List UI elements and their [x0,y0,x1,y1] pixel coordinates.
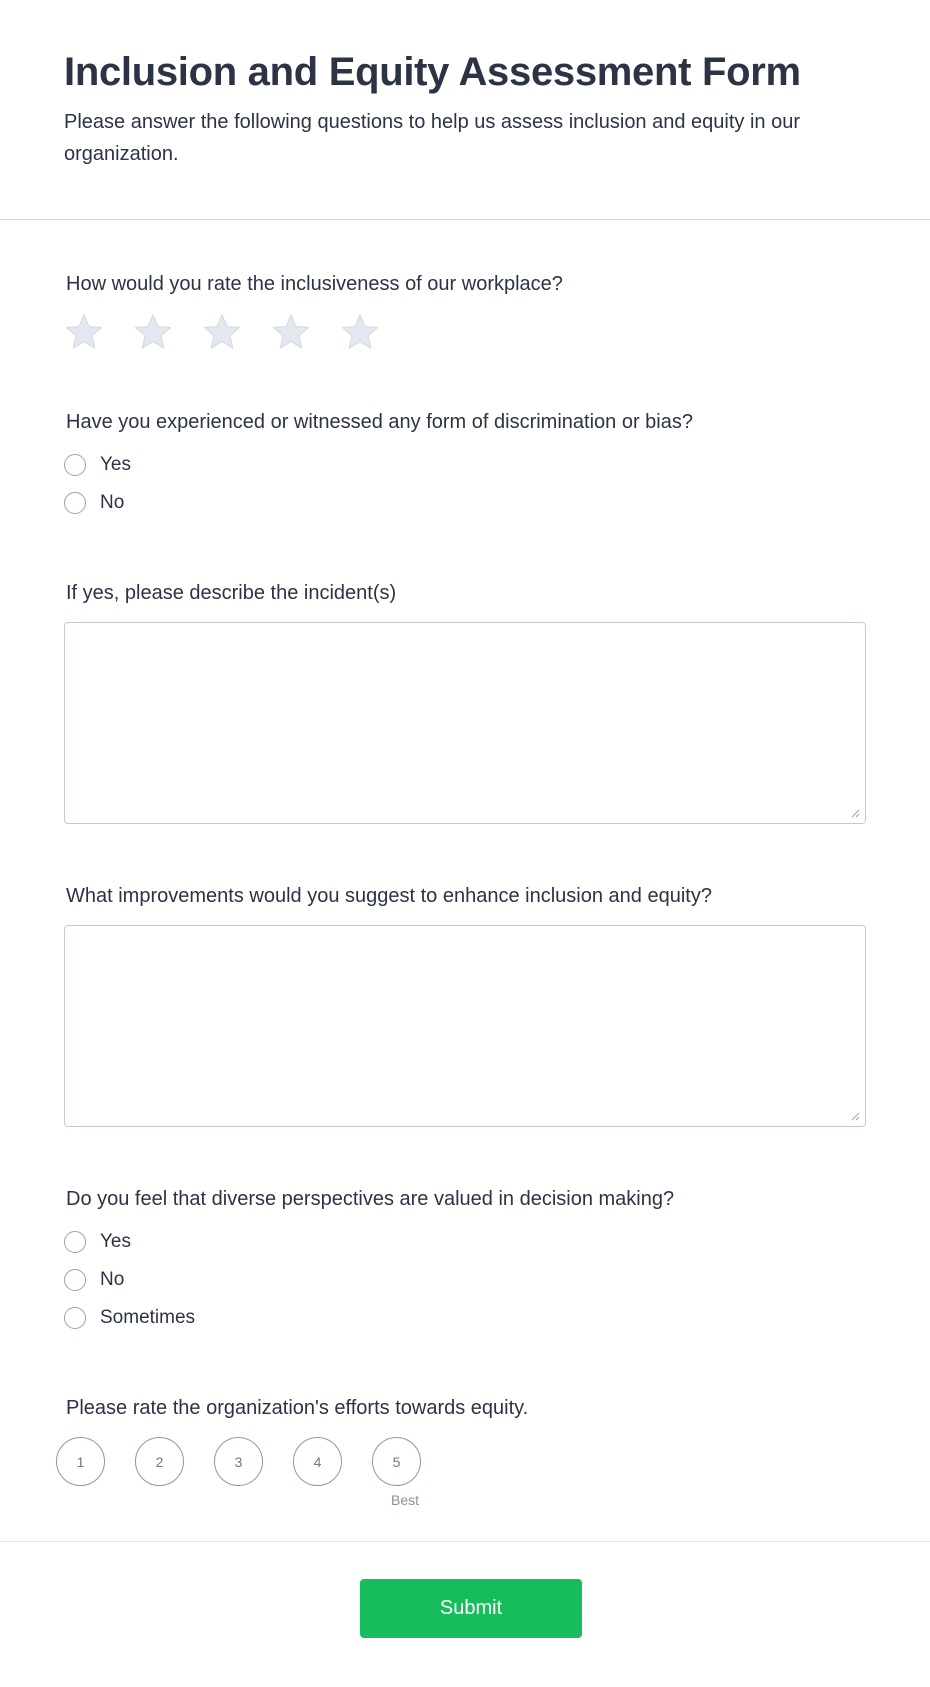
radio-option-no[interactable] [64,492,124,514]
incident-textarea[interactable] [64,622,866,824]
radio-button[interactable] [64,1231,86,1253]
radio-option-sometimes[interactable] [64,1307,195,1329]
question-label-perspectives: Do you feel that diverse perspectives are valued in decision making? [66,1188,675,1210]
scale-option-5[interactable]: 5 [372,1437,421,1486]
radio-label: No [100,492,125,513]
star-icon[interactable] [133,312,173,352]
submit-button[interactable]: Submit [360,1579,582,1638]
scale-rating[interactable] [56,1437,451,1486]
star-icon[interactable] [64,312,104,352]
question-label-equity-efforts: Please rate the organization's efforts towards equity. [66,1397,529,1419]
scale-high-label: Best [391,1492,420,1508]
question-label-workplace-rating: How would you rate the inclusiveness of our workplace? [66,273,563,295]
radio-label: Sometimes [100,1307,196,1328]
star-icon[interactable] [202,312,242,352]
radio-option-yes[interactable] [64,454,131,476]
star-icon[interactable] [271,312,311,352]
radio-button[interactable] [64,454,86,476]
question-label-improvements: What improvements would you suggest to enhance inclusion and equity? [66,885,712,907]
star-icon[interactable] [340,312,380,352]
question-label-discrimination: Have you experienced or witnessed any form of discrimination or bias? [66,411,693,433]
scale-option-4[interactable]: 4 [293,1437,342,1486]
footer-divider [0,1541,930,1542]
question-label-incident: If yes, please describe the incident(s) [66,582,397,604]
radio-label: Yes [100,454,131,475]
form-header [0,0,930,220]
form-title: Inclusion and Equity Assessment Form [64,50,801,94]
radio-button[interactable] [64,492,86,514]
form-subtitle: Please answer the following questions to help us assess inclusion and equity in our organization. [64,111,800,165]
scale-option-1[interactable]: 1 [56,1437,105,1486]
radio-option-no[interactable] [64,1269,124,1291]
star-rating[interactable] [64,312,409,352]
resize-handle-icon[interactable] [850,1111,860,1121]
scale-option-3[interactable]: 3 [214,1437,263,1486]
radio-label: Yes [100,1231,131,1252]
radio-button[interactable] [64,1307,86,1329]
radio-button[interactable] [64,1269,86,1291]
scale-option-2[interactable]: 2 [135,1437,184,1486]
radio-label: No [100,1269,125,1290]
resize-handle-icon[interactable] [850,808,860,818]
improvements-textarea[interactable] [64,925,866,1127]
radio-option-yes[interactable] [64,1231,131,1253]
